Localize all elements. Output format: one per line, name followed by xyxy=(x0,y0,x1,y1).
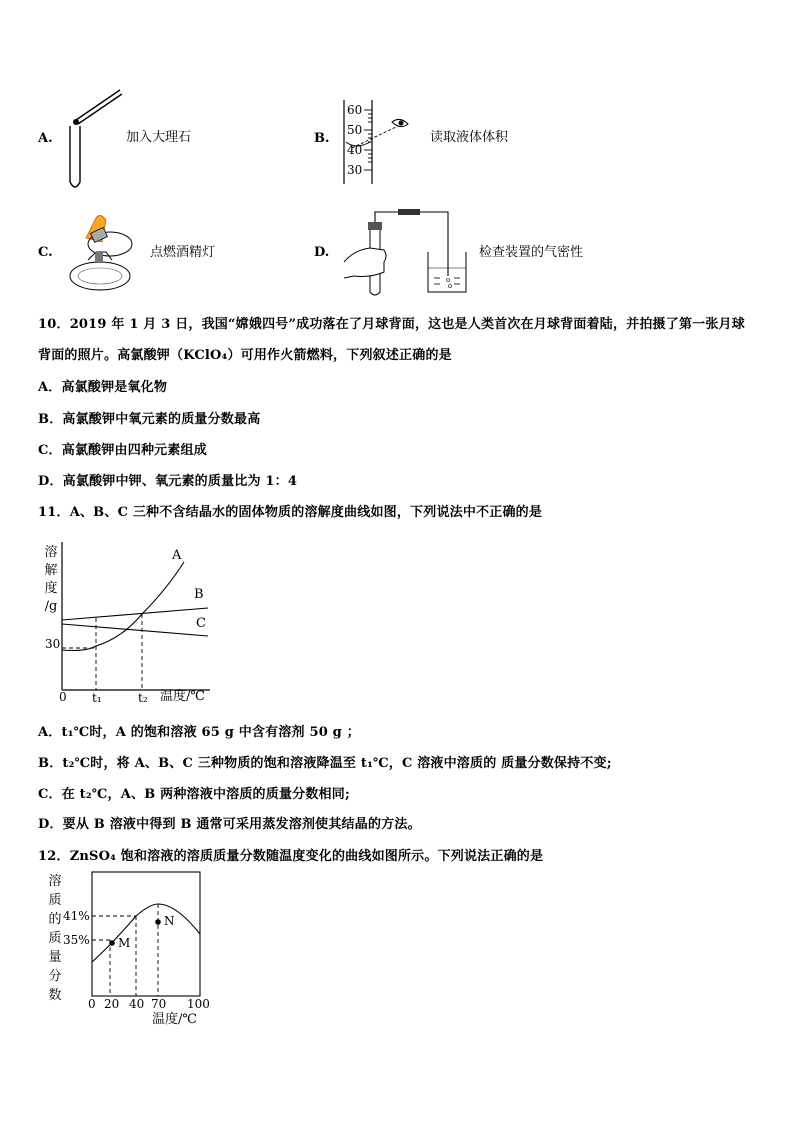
q12-y-tick-41: 41% xyxy=(63,909,90,923)
q12-stem: 12．ZnSO₄ 饱和溶液的溶质质量分数随温度变化的曲线如图所示。下列说法正确的是 xyxy=(38,849,544,864)
option-c-label: C. xyxy=(38,245,53,260)
tick-40: 40 xyxy=(347,143,363,157)
q11-y-tick-30: 30 xyxy=(45,637,61,651)
q12-x-tick-40: 40 xyxy=(129,997,145,1011)
q12-x-tick-70: 70 xyxy=(151,997,167,1011)
q12-x-tick-0: 0 xyxy=(88,997,96,1011)
q11-option-d: D．要从 B 溶液中得到 B 通常可采用蒸发溶剂使其结晶的方法。 xyxy=(38,817,421,832)
test-tube-tweezers-illustration xyxy=(62,86,128,194)
curve-b xyxy=(62,608,208,620)
q12-x-axis-label: 温度/℃ xyxy=(152,1012,197,1027)
q11-stem: 11．A、B、C 三种不含结晶水的固体物质的溶解度曲线如图，下列说法中不正确的是 xyxy=(38,505,543,520)
q12-y-tick-35: 35% xyxy=(63,933,90,947)
q12-x-tick-100: 100 xyxy=(187,997,210,1011)
q11-option-a: A．t₁℃时，A 的饱和溶液 65 g 中含有溶剂 50 g ； xyxy=(38,725,360,740)
point-n xyxy=(155,919,161,925)
q11-x-axis-label: 温度/℃ xyxy=(160,689,205,704)
curve-c-label: C xyxy=(196,616,206,631)
q10-stem-line1: 10．2019 年 1 月 3 日，我国“嫦娥四号”成功落在了月球背面，这也是人类首次在月球背面着陆，并拍摄了第一张月球 xyxy=(38,317,745,332)
tick-50: 50 xyxy=(347,123,363,137)
option-a-label: A. xyxy=(38,131,53,146)
q10-option-a: A．高氯酸钾是氧化物 xyxy=(38,380,168,395)
solubility-curve xyxy=(92,904,200,962)
tick-30: 30 xyxy=(347,163,363,177)
q12-y-axis-label: 溶 质 的 质 量 分 数 xyxy=(48,874,62,1003)
q12-x-tick-20: 20 xyxy=(104,997,120,1011)
q10-stem-line2: 背面的照片。高氯酸钾（KClO₄）可用作火箭燃料，下列叙述正确的是 xyxy=(38,348,452,363)
point-m-label: M xyxy=(118,936,131,950)
curve-c xyxy=(62,624,208,636)
q10-option-b: B．高氯酸钾中氧元素的质量分数最高 xyxy=(38,412,261,427)
q11-option-b: B．t₂℃时，将 A、B、C 三种物质的饱和溶液降温至 t₁℃，C 溶液中溶质的 质量分数保持不变; xyxy=(38,756,612,771)
q11-option-c: C．在 t₂℃，A、B 两种溶液中溶质的质量分数相同; xyxy=(38,787,350,802)
q10-option-c: C．高氯酸钾由四种元素组成 xyxy=(38,443,207,458)
option-d-caption: 检查装置的气密性 xyxy=(479,245,584,260)
chart-frame xyxy=(92,872,200,996)
option-b-caption: 读取液体体积 xyxy=(430,130,509,145)
q11-t1-label: t₁ xyxy=(92,691,102,705)
option-a-caption: 加入大理石 xyxy=(126,130,192,145)
point-n-label: N xyxy=(164,914,175,928)
curve-a xyxy=(62,562,184,651)
option-b-label: B. xyxy=(314,131,330,146)
curve-a-label: A xyxy=(172,548,182,563)
q11-y-axis-label: 溶 解 度 /g xyxy=(44,545,58,614)
option-c-caption: 点燃酒精灯 xyxy=(150,245,216,260)
znso4-chart xyxy=(90,870,210,998)
alcohol-lamp-illustration xyxy=(62,208,144,294)
point-m xyxy=(109,940,115,946)
q11-t2-label: t₂ xyxy=(138,691,148,705)
tick-60: 60 xyxy=(347,103,363,117)
q11-origin: 0 xyxy=(59,690,67,704)
q10-option-d: D．高氯酸钾中钾、氧元素的质量比为 1：4 xyxy=(38,474,298,489)
airtightness-apparatus-illustration xyxy=(340,206,472,296)
curve-b-label: B xyxy=(194,587,204,602)
option-d-label: D. xyxy=(314,245,330,260)
